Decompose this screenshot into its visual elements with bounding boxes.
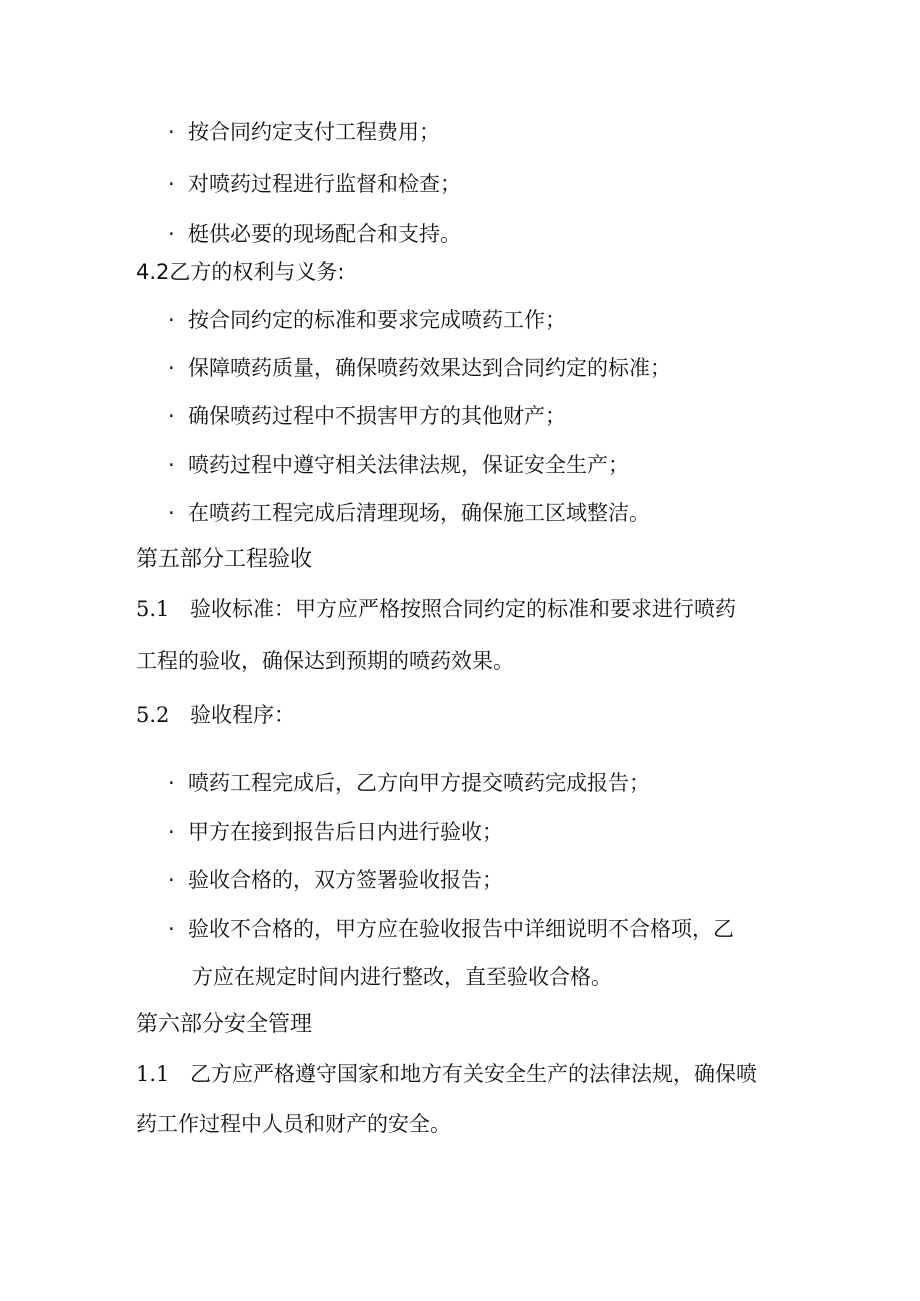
list-item	[168, 450, 629, 480]
section-title: 第五部分工程验收	[136, 547, 313, 572]
bullet-dot: ·	[168, 453, 175, 477]
clause-1-1	[136, 1059, 757, 1089]
list-item	[168, 219, 461, 249]
list-item	[168, 305, 566, 335]
clause-5-1-continuation: 工程的验收，确保达到预期的喷药效果。	[136, 649, 514, 673]
list-item-text: 按合同约定的标准和要求完成喷药工作；	[188, 308, 566, 332]
clause-text: 乙方应严格遵守国家和地方有关安全生产的法律法规，确保喷	[190, 1062, 757, 1086]
list-item-text: 喷药工程完成后，乙方向甲方提交喷药完成报告；	[188, 771, 650, 795]
bullet-dot: ·	[168, 501, 175, 525]
clause-text: 验收程序：	[190, 703, 295, 727]
list-item-text: 喷药过程中遵守相关法律法规，保证安全生产；	[188, 453, 629, 477]
bullet-dot: ·	[168, 771, 175, 795]
bullet-dot: ·	[168, 222, 175, 246]
clause-1-1-continuation: 药工作过程中人员和财产的安全。	[136, 1112, 451, 1136]
clause-5-2	[136, 700, 295, 730]
list-item	[168, 498, 650, 528]
list-item-text: 保障喷药质量，确保喷药效果达到合同约定的标准；	[188, 356, 671, 380]
clause-number: 5.1	[136, 597, 170, 621]
list-item	[168, 768, 650, 798]
list-item	[168, 169, 461, 199]
list-item-text: 确保喷药过程中不损害甲方的其他财产；	[188, 404, 566, 428]
list-item-continuation: 方应在规定时间内进行整改，直至验收合格。	[192, 965, 612, 989]
bullet-dot: ·	[168, 308, 175, 332]
bullet-dot: ·	[168, 172, 175, 196]
list-item	[168, 353, 671, 383]
bullet-dot: ·	[168, 404, 175, 428]
section-title: 第六部分安全管理	[136, 1012, 313, 1037]
subheading-4-2: 4.2乙方的权利与义务:	[136, 260, 345, 284]
list-item	[168, 914, 734, 944]
bullet-dot: ·	[168, 120, 175, 144]
list-item	[168, 117, 440, 147]
clause-number: 1.1	[136, 1062, 170, 1086]
list-item-text: 按合同约定支付工程费用；	[188, 120, 440, 144]
list-item-text: 对喷药过程进行监督和检查；	[188, 172, 461, 196]
bullet-dot: ·	[168, 868, 175, 892]
clause-text: 验收标准：甲方应严格按照合同约定的标准和要求进行喷药	[190, 597, 736, 621]
list-item-text: 梃供必要的现场配合和支持。	[188, 222, 461, 246]
bullet-dot: ·	[168, 356, 175, 380]
list-item	[168, 865, 503, 895]
clause-number: 5.2	[136, 703, 170, 727]
list-item-text: 验收合格的，双方签署验收报告；	[188, 868, 503, 892]
bullet-dot: ·	[168, 820, 175, 844]
list-item-text: 在喷药工程完成后清理现场，确保施工区域整洁。	[188, 501, 650, 525]
list-item	[168, 401, 566, 431]
bullet-dot: ·	[168, 917, 175, 941]
list-item-text: 甲方在接到报告后日内进行验收；	[188, 820, 503, 844]
clause-5-1	[136, 594, 736, 624]
list-item-text: 验收不合格的，甲方应在验收报告中详细说明不合格项，乙	[188, 917, 734, 941]
list-item	[168, 817, 503, 847]
